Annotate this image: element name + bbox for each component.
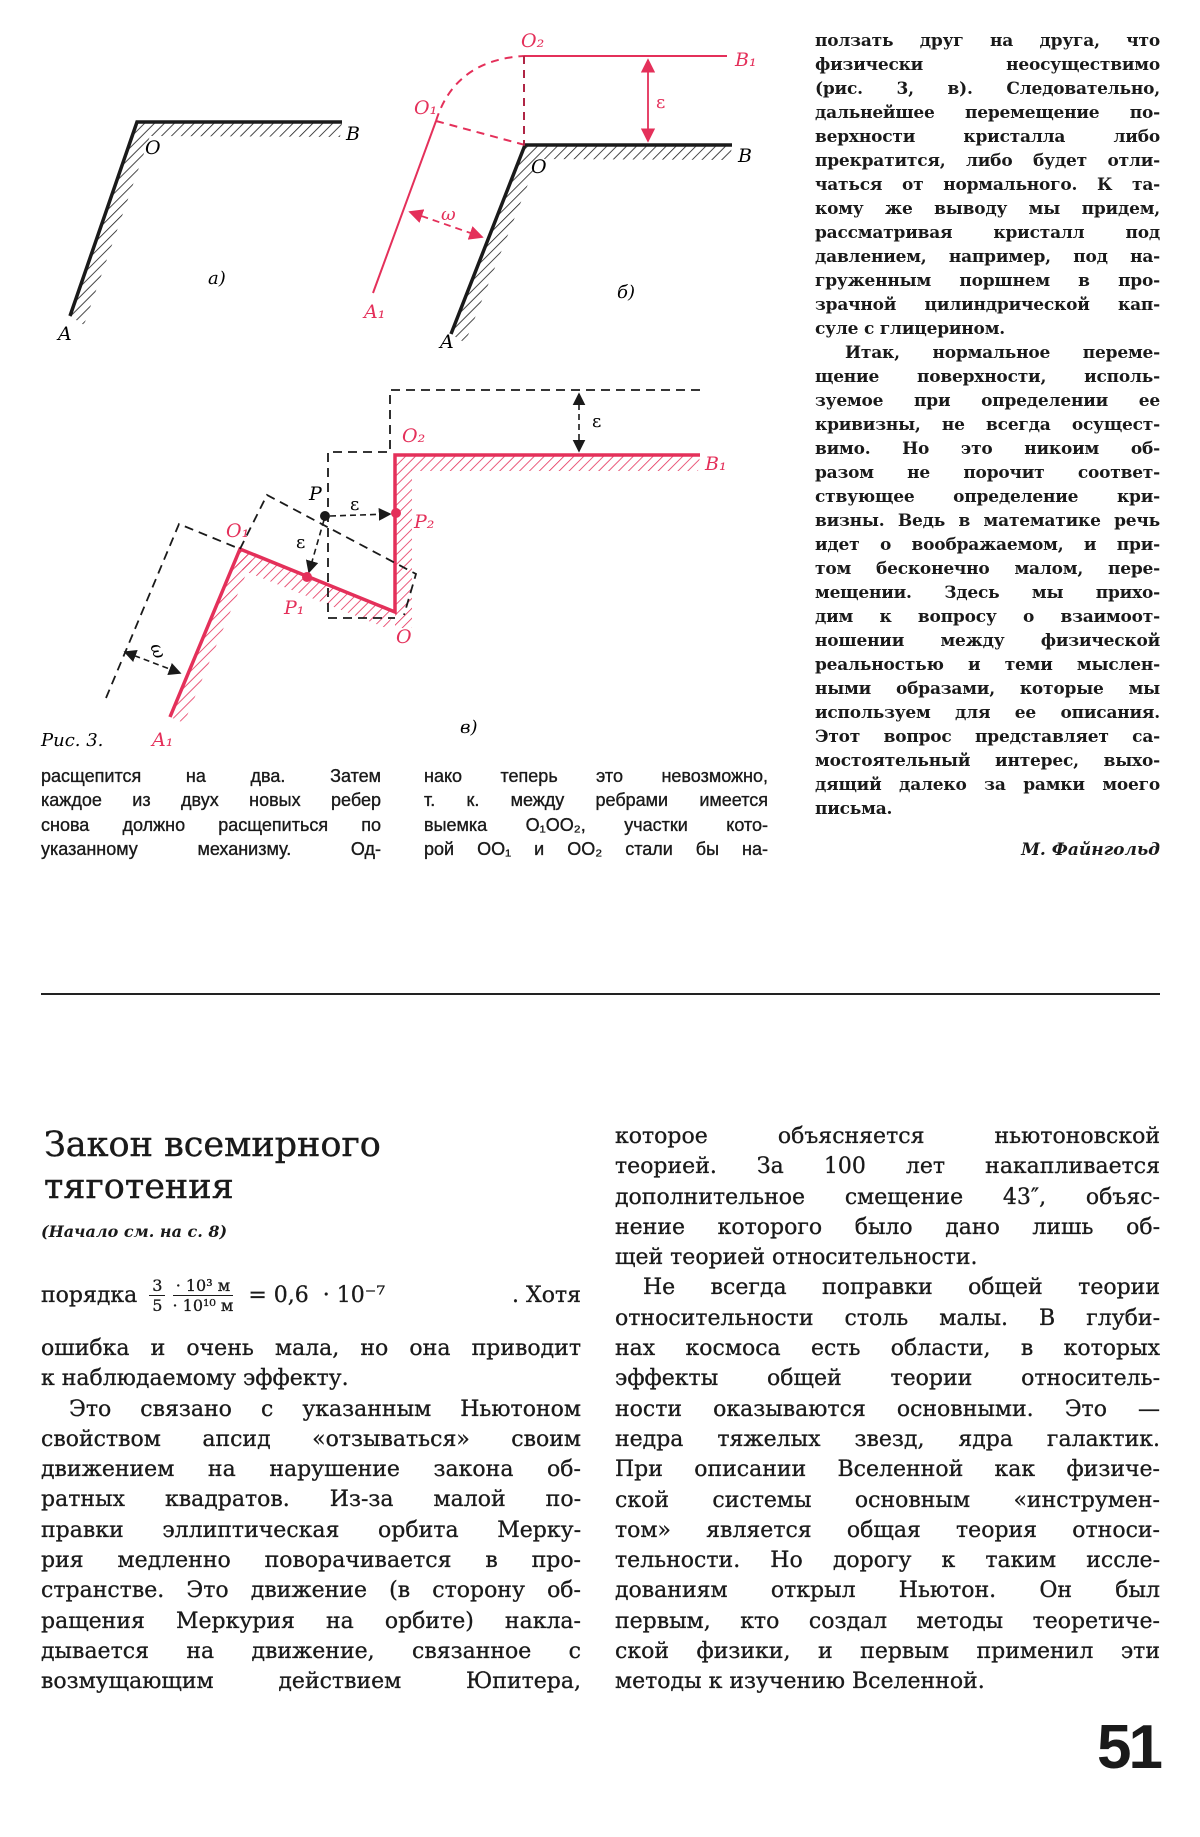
- label-A: A: [58, 323, 72, 345]
- label-O: O: [145, 137, 161, 159]
- text-line: методы к изучению Вселенной.: [615, 1669, 985, 1695]
- dashed-line-O1O: [436, 121, 525, 145]
- formula-result: = 0,6 · 10⁻⁷: [248, 1283, 386, 1308]
- text-line: странстве. Это движение (в сторону об-: [41, 1578, 581, 1604]
- text-line: ской физики, и первым применил эти: [615, 1639, 1160, 1665]
- fraction-1: [149, 1276, 165, 1315]
- letter-bottom-column-2: [424, 764, 768, 862]
- text-line: реальностью и теми мыслен-: [815, 655, 1160, 675]
- text-line: дополнительное смещение 43″, объяс-: [615, 1184, 1160, 1210]
- label-O2: O₂: [402, 425, 426, 447]
- text-line: щей теорией относительности.: [615, 1245, 978, 1271]
- label-O1: O₁: [414, 97, 438, 119]
- text-line: т. к. между ребрами имеется: [424, 790, 768, 811]
- fraction-2: [169, 1276, 236, 1315]
- label-A1: A₁: [364, 301, 386, 323]
- article-title-line: Закон всемирного: [44, 1125, 381, 1165]
- shifted-surface-A1O1: [373, 121, 436, 293]
- denominator: · 10¹⁰ м: [172, 1296, 234, 1315]
- label-B: B: [738, 145, 752, 167]
- text-line: ращения Меркурия на орбите) накла-: [41, 1608, 581, 1634]
- text-line: дальнейшее перемещение по-: [815, 103, 1160, 123]
- point-P2: [391, 508, 401, 518]
- letter-bottom-column-1: [41, 764, 381, 862]
- text-line: ствующее определение кри-: [815, 487, 1160, 507]
- label-O2: O₂: [521, 30, 545, 52]
- figure-panel-b: [362, 30, 757, 353]
- text-line: относительности столь малы. В глуби-: [615, 1305, 1160, 1331]
- text-line: кривизны, не всегда осущест-: [815, 415, 1160, 435]
- label-P2: P₂: [414, 511, 435, 533]
- text-line: прекратится, либо будет отли-: [815, 151, 1160, 171]
- page-number: 51: [1097, 1713, 1160, 1782]
- text-line: недра тяжелых звезд, ядра галактик.: [615, 1426, 1160, 1452]
- text-line: верхности кристалла либо: [815, 127, 1160, 147]
- text-line: визны. Ведь в математике речь: [815, 511, 1160, 531]
- label-O: O: [396, 626, 412, 648]
- text-line: дящий далеко за рамки моего: [815, 775, 1160, 795]
- text-line: груженным поршнем в про-: [815, 271, 1160, 291]
- text-line: том» является общая теория относи-: [615, 1517, 1160, 1543]
- text-line: ошибка и очень мала, но она приводит: [41, 1336, 581, 1361]
- panel-label-b: б): [617, 282, 636, 303]
- crystal-surface-A1O1OO2B1: [170, 455, 700, 717]
- text-line: нако теперь это невозможно,: [424, 766, 768, 786]
- text-line: кому же выводу мы придем,: [815, 199, 1160, 219]
- text-line: к наблюдаемому эффекту.: [41, 1366, 349, 1392]
- text-line: письма.: [815, 799, 893, 819]
- text-line: разом не порочит соответ-: [815, 463, 1160, 483]
- text-line: рассматривая кристалл под: [815, 223, 1160, 243]
- text-line: которое объясняется ньютоновской: [615, 1124, 1160, 1149]
- text-line: зрачной цилиндрической кап-: [815, 295, 1160, 315]
- text-line: Это связано с указанным Ньютоном: [69, 1396, 581, 1422]
- continued-note: (Начало см. на с. 8): [41, 1222, 228, 1241]
- epsilon-arrow-P-P2: [330, 514, 390, 516]
- author-signature: М. Файнгольд: [1021, 840, 1160, 860]
- text-line: ползать друг на друга, что: [815, 31, 1160, 51]
- text-line: первым, кто создал методы теоретиче-: [615, 1608, 1160, 1634]
- text-line: чаться от нормального. К та-: [815, 175, 1160, 195]
- article-right-column: [615, 1122, 1160, 1698]
- text-line: эффекты общей теории относитель-: [615, 1366, 1160, 1392]
- label-A1: A₁: [152, 729, 174, 751]
- hatching: [232, 549, 395, 628]
- hatching: [451, 145, 732, 343]
- article-left-column: [41, 1334, 581, 1698]
- label-epsilon: ε: [350, 494, 360, 515]
- panel-label-v: в): [460, 717, 478, 738]
- label-O: O: [531, 156, 547, 178]
- text-line: ными образами, которые мы: [815, 679, 1160, 699]
- text-line: используем для ее описания.: [815, 703, 1160, 723]
- text-line: Не всегда поправки общей теории: [643, 1275, 1160, 1301]
- figure-caption: Рис. 3.: [41, 730, 104, 751]
- label-B: B: [346, 123, 360, 145]
- text-line: идет о воображаемом, и при-: [815, 535, 1160, 555]
- text-line: щение поверхности, исполь-: [815, 367, 1160, 387]
- formula-line: [41, 1276, 581, 1315]
- text-line: каждое из двух новых ребер: [41, 790, 381, 811]
- numerator: · 10³ м: [173, 1276, 233, 1296]
- hatching: [395, 455, 412, 628]
- numerator: 3: [149, 1276, 165, 1296]
- point-P: [320, 511, 330, 521]
- text-line: (рис. 3, в). Следовательно,: [815, 79, 1160, 99]
- figure-3: [0, 0, 800, 770]
- text-line: ской системы основным «инструмен-: [615, 1487, 1160, 1513]
- dashed-arc-O1O2: [436, 56, 524, 121]
- label-omega: ω: [441, 204, 456, 225]
- text-line: указанному механизму. Од-: [41, 839, 381, 860]
- text-line: физически неосуществимо: [815, 55, 1160, 75]
- label-P1: P₁: [284, 597, 305, 619]
- text-line: тельности. Но дорогу к таким иссле-: [615, 1548, 1160, 1574]
- text-line: рой OO₁ и OO₂ стали бы на-: [424, 839, 768, 860]
- text-line: ности оказываются основными. Это —: [615, 1396, 1160, 1422]
- label-O1: O₁: [226, 520, 250, 542]
- text-line: нение которого было дано лишь об-: [615, 1214, 1160, 1240]
- text-line: снова должно расщепиться по: [41, 814, 381, 835]
- point-P1: [302, 572, 312, 582]
- text-line: ношении между физической: [815, 631, 1160, 651]
- text-line: дованиям открыл Ньютон. Он был: [615, 1578, 1160, 1604]
- text-line: том бесконечно малом, пере-: [815, 559, 1160, 579]
- text-line: выемка O₁OO₂, участки кото-: [424, 814, 768, 835]
- formula-lead: порядка: [41, 1283, 138, 1308]
- text-line: давлением, например, под на-: [815, 247, 1160, 267]
- label-omega: ω: [145, 640, 171, 662]
- label-epsilon: ε: [296, 532, 306, 553]
- hatching: [170, 549, 254, 723]
- text-line: нах космоса есть области, в которых: [615, 1336, 1160, 1362]
- article-title: [44, 1124, 381, 1208]
- text-line: ратных квадратов. Из-за малой по-: [41, 1487, 581, 1513]
- text-line: расщепится на два. Затем: [41, 766, 381, 786]
- text-line: возмущающим действием Юпитера,: [41, 1669, 581, 1695]
- text-line: теорией. За 100 лет накапливается: [615, 1154, 1160, 1180]
- label-B1: B₁: [735, 49, 757, 71]
- label-P: P: [309, 483, 322, 505]
- label-epsilon: ε: [656, 92, 666, 113]
- figure-panel-v: [40, 390, 727, 751]
- text-line: зуемое при определении ее: [815, 391, 1160, 411]
- hatching: [70, 122, 342, 325]
- letter-right-column: [815, 29, 1160, 821]
- text-line: Этот вопрос представляет са-: [815, 727, 1160, 747]
- text-line: движением на нарушение закона об-: [41, 1457, 581, 1483]
- text-line: рия медленно поворачивается в про-: [41, 1548, 581, 1574]
- text-line: вимо. Но это никоим об-: [815, 439, 1160, 459]
- text-line: мещении. Здесь мы прихо-: [815, 583, 1160, 603]
- text-line: свойством апсид «отзываться» своим: [41, 1426, 581, 1452]
- text-line: дывается на движение, связанное с: [41, 1638, 581, 1664]
- section-divider: [41, 993, 1160, 995]
- text-line: суле с глицерином.: [815, 319, 1005, 339]
- epsilon-arrow-P-P1: [309, 520, 324, 572]
- text-line: мостоятельный интерес, выхо-: [815, 751, 1160, 771]
- hatching: [395, 455, 700, 471]
- panel-label-a: а): [208, 268, 226, 289]
- label-A: A: [440, 331, 454, 353]
- text-line: При описании Вселенной как физиче-: [615, 1457, 1160, 1483]
- label-epsilon: ε: [592, 411, 602, 432]
- text-line: правки эллиптическая орбита Мерку-: [41, 1517, 581, 1543]
- formula-tail: . Хотя: [512, 1283, 581, 1308]
- denominator: 5: [152, 1296, 163, 1315]
- text-line: Итак, нормальное переме-: [845, 343, 1160, 363]
- figure-panel-a: [56, 122, 360, 345]
- text-line: дим к вопросу о взаимоот-: [815, 607, 1160, 627]
- label-B1: B₁: [705, 453, 727, 475]
- article-title-line: тяготения: [44, 1167, 234, 1207]
